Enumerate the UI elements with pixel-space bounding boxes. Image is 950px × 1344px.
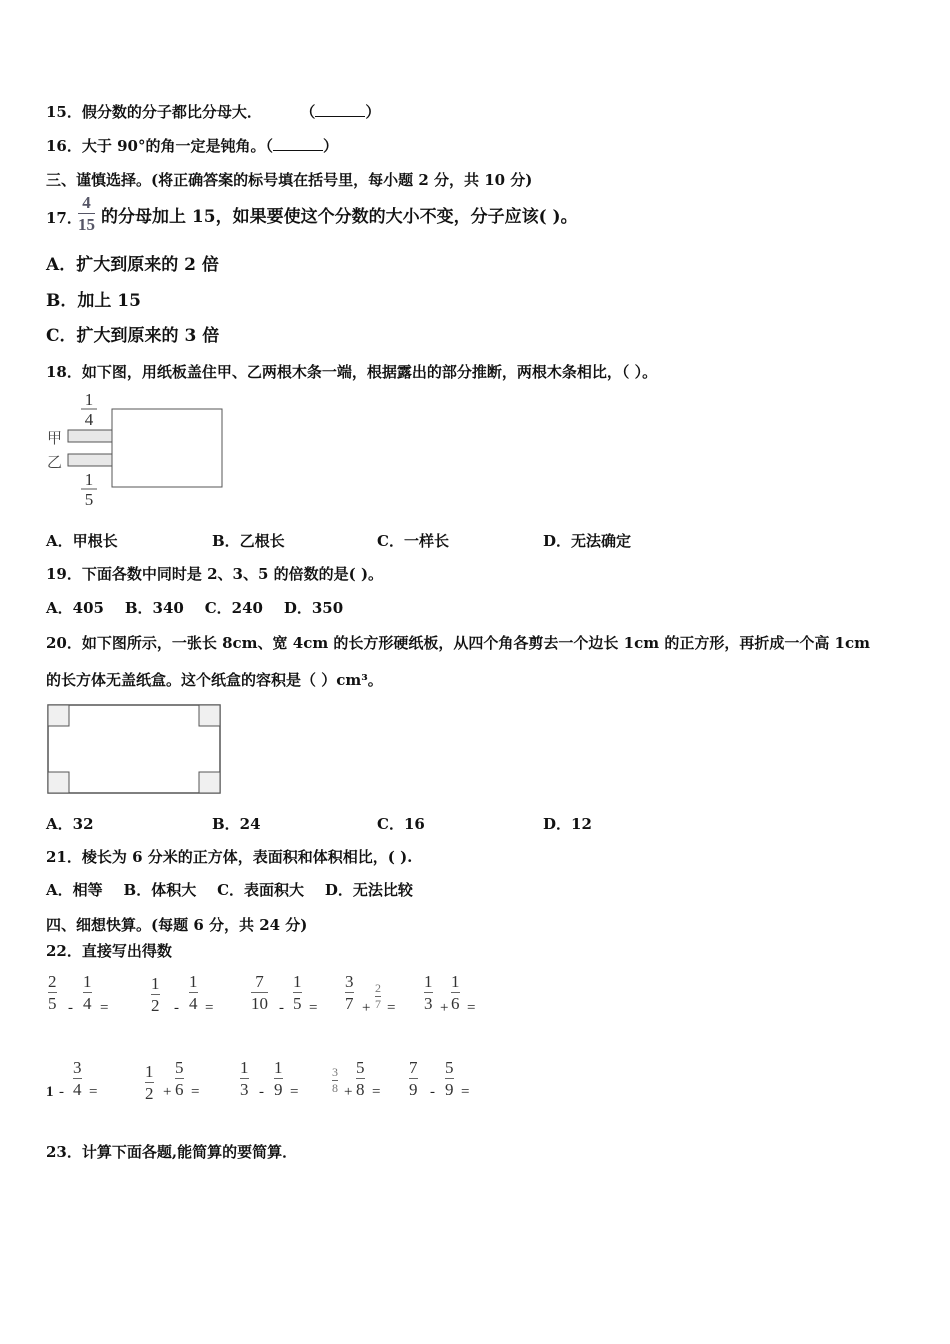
q18-option-a[interactable]: A．甲根长 xyxy=(46,532,118,550)
fraction: 1 2 xyxy=(145,1062,154,1103)
equals: = xyxy=(89,1084,98,1100)
fraction: 3 7 xyxy=(345,972,354,1013)
fraction: 3 8 xyxy=(332,1065,338,1095)
leading-one: 1 xyxy=(46,1084,54,1100)
fraction: 1 4 xyxy=(189,972,198,1013)
question-17: 17． xyxy=(46,209,82,227)
equals: = xyxy=(100,1000,109,1016)
q18-option-c[interactable]: C．一样长 xyxy=(377,532,449,550)
fraction: 7 10 xyxy=(251,972,268,1013)
operator: + xyxy=(440,1000,449,1016)
top-fraction-den: 4 xyxy=(84,410,94,429)
fraction: 5 8 xyxy=(356,1058,365,1099)
fraction: 7 9 xyxy=(409,1058,418,1099)
q21-options[interactable]: A．相等 B．体积大 C．表面积大 D．无法比较 xyxy=(46,881,413,899)
fraction: 2 7 xyxy=(375,981,381,1011)
operator: - xyxy=(68,1000,73,1016)
equals: = xyxy=(467,1000,476,1016)
bottom-fraction-num: 1 xyxy=(84,470,94,489)
strip-yi xyxy=(68,454,112,466)
fraction: 3 4 xyxy=(73,1058,82,1099)
cardboard-rect xyxy=(48,705,220,793)
q20-option-a[interactable]: A．32 xyxy=(46,815,94,833)
operator: - xyxy=(59,1084,64,1100)
answer-blank[interactable] xyxy=(273,136,323,151)
fraction: 1 2 xyxy=(151,974,160,1015)
q19-options[interactable]: A．405 B．340 C．240 D．350 xyxy=(46,599,344,617)
answer-blank[interactable] xyxy=(315,102,365,117)
fraction: 5 6 xyxy=(175,1058,184,1099)
fraction: 1 3 xyxy=(240,1058,249,1099)
fraction-4-15: 4 15 xyxy=(78,193,95,234)
equals: = xyxy=(309,1000,318,1016)
question-21: 21．棱长为 6 分米的正方体，表面积和体积相比，( ). xyxy=(46,848,413,866)
fraction: 1 4 xyxy=(83,972,92,1013)
operator: + xyxy=(163,1084,172,1100)
q17-option-a[interactable]: A．扩大到原来的 2 倍 xyxy=(46,255,219,275)
equals: = xyxy=(290,1084,299,1100)
equals: = xyxy=(205,1000,214,1016)
fraction: 1 6 xyxy=(451,972,460,1013)
question-22: 22．直接写出得数 xyxy=(46,942,172,960)
question-18: 18．如下图，用纸板盖住甲、乙两根木条一端，根据露出的部分推断，两根木条相比，（ ）。 xyxy=(46,363,658,381)
question-20-line2: 的长方体无盖纸盒。这个纸盒的容积是（ ）cm³。 xyxy=(46,671,383,689)
q18-option-d[interactable]: D．无法确定 xyxy=(543,532,632,550)
operator: - xyxy=(174,1000,179,1016)
q17-option-b[interactable]: B．加上 15 xyxy=(46,291,141,311)
q20-option-c[interactable]: C．16 xyxy=(377,815,425,833)
operator: + xyxy=(362,1000,371,1016)
label-jia: 甲 xyxy=(47,431,63,447)
equals: = xyxy=(461,1084,470,1100)
section-3-heading: 三、谨慎选择。(将正确答案的标号填在括号里，每小题 2 分，共 10 分) xyxy=(46,171,533,189)
cardboard-cover xyxy=(112,409,222,487)
operator: - xyxy=(259,1084,264,1100)
corner-square-br xyxy=(199,772,220,793)
top-fraction-num: 1 xyxy=(84,390,94,409)
equals: = xyxy=(372,1084,381,1100)
question-16: 16．大于 90°的角一定是钝角。（ ） xyxy=(46,137,338,155)
question-20-line1: 20．如下图所示，一张长 8cm、宽 4cm 的长方形硬纸板，从四个角各剪去一个边长 1cm 的正方形，再折成一个高 1cm xyxy=(46,634,870,652)
q20-option-b[interactable]: B．24 xyxy=(212,815,261,833)
wood-strips-figure xyxy=(44,390,226,512)
corner-square-bl xyxy=(48,772,69,793)
cardboard-figure xyxy=(46,703,224,795)
section-4-heading: 四、细想快算。(每题 6 分，共 24 分) xyxy=(46,916,308,934)
operator: + xyxy=(344,1084,353,1100)
question-23: 23．计算下面各题,能简算的要简算． xyxy=(46,1143,298,1161)
fraction: 1 5 xyxy=(293,972,302,1013)
fraction: 2 5 xyxy=(48,972,57,1013)
equals: = xyxy=(191,1084,200,1100)
question-15: 15．假分数的分子都比分母大． （ ） xyxy=(46,103,381,121)
corner-square-tr xyxy=(199,705,220,726)
q20-option-d[interactable]: D．12 xyxy=(543,815,592,833)
fraction: 5 9 xyxy=(445,1058,454,1099)
operator: - xyxy=(279,1000,284,1016)
strip-jia xyxy=(68,430,112,442)
question-19: 19．下面各数中同时是 2、3、5 的倍数的是( )。 xyxy=(46,565,384,583)
label-yi: 乙 xyxy=(47,455,63,471)
operator: - xyxy=(430,1084,435,1100)
fraction: 1 9 xyxy=(274,1058,283,1099)
bottom-fraction-den: 5 xyxy=(84,490,94,509)
question-17-text: 的分母加上 15，如果要使这个分数的大小不变，分子应该( )。 xyxy=(101,207,578,227)
fraction: 1 3 xyxy=(424,972,433,1013)
q17-option-c[interactable]: C．扩大到原来的 3 倍 xyxy=(46,326,220,346)
q18-option-b[interactable]: B．乙根长 xyxy=(212,532,285,550)
corner-square-tl xyxy=(48,705,69,726)
equals: = xyxy=(387,1000,396,1016)
